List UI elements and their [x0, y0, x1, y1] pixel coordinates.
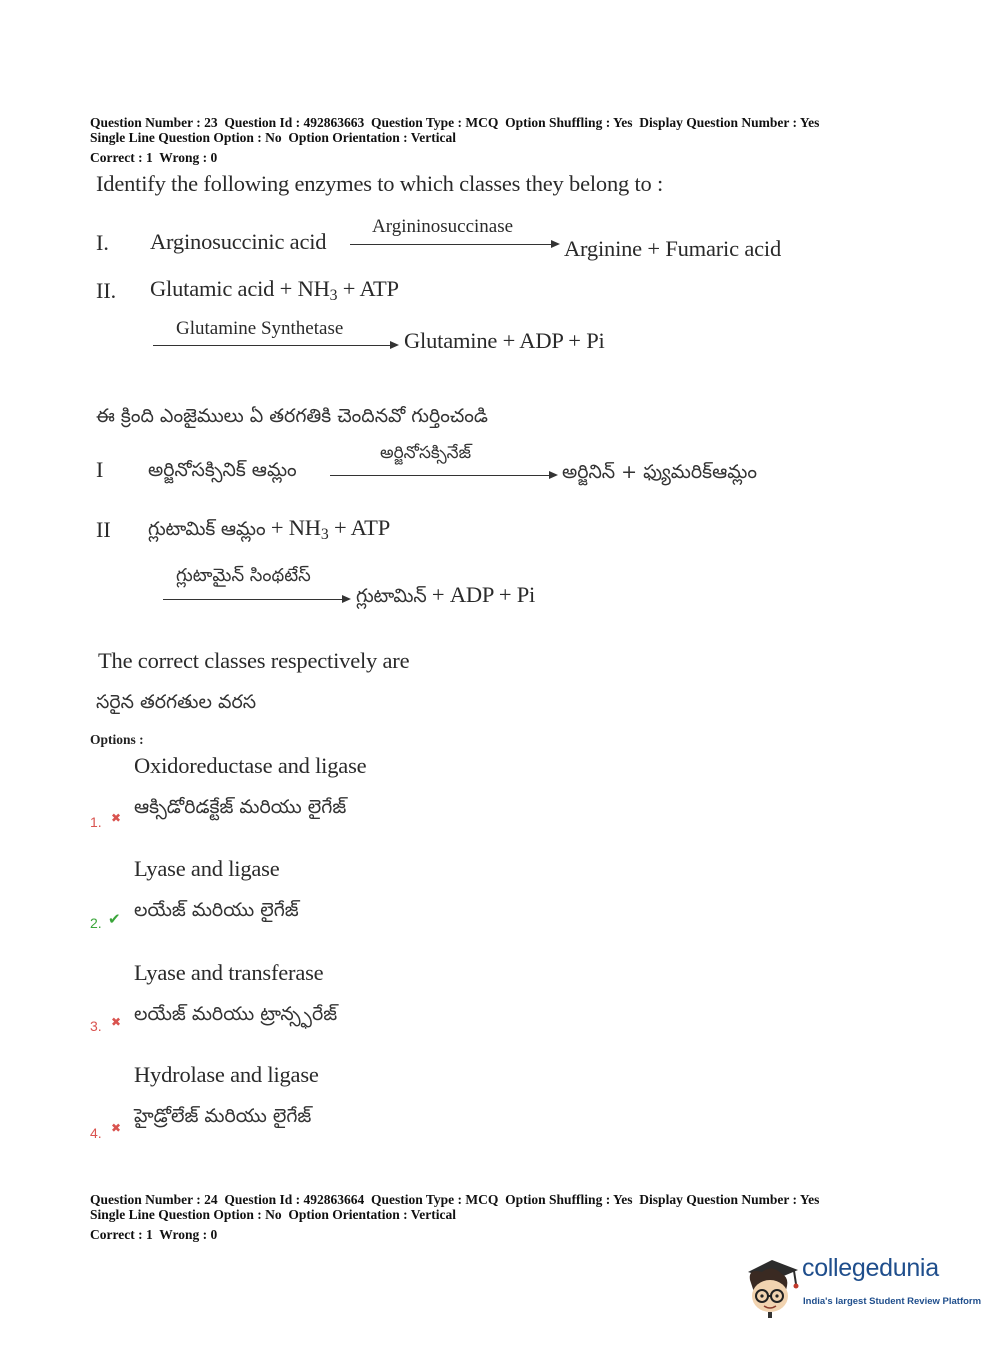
te-reaction-II-reactants: గ్లుటామిక్ ఆమ్లం + $NH_3$ + ATP — [148, 515, 391, 543]
q24-meta-line2: Single Line Question Option : No Option Orientation : Vertical — [90, 1207, 457, 1222]
reaction-II-enzyme: Glutamine Synthetase — [176, 318, 344, 339]
correct-check-icon: ✔ — [108, 910, 121, 928]
prompt-en: The correct classes respectively are — [98, 648, 410, 673]
mascot-icon — [742, 1250, 802, 1320]
wrong-icon: ✖ — [111, 811, 122, 825]
te-reaction-I-reactant: అర్జినోసక్సినిక్ ఆమ్లం — [148, 459, 297, 481]
option-4-text-te: హైడ్రోలేజ్ మరియు లైగేజ్ — [134, 1105, 312, 1127]
q24-meta-line1: Question Number : 24 Question Id : 492863664 Question Type : MCQ Option Shuffling : Yes Display Question Number : Yes — [90, 1192, 820, 1207]
reaction-II-products: Glutamine + ADP + Pi — [404, 328, 605, 353]
te-reaction-II-products: గ్లుటామిన్ + ADP + Pi — [356, 582, 536, 607]
option-3-number: 3. — [90, 1018, 102, 1034]
reaction-I-reactant: Arginosuccinic acid — [150, 229, 327, 254]
option-1-text-en: Oxidoreductase and ligase — [134, 753, 367, 778]
logo-wordmark: collegedunia — [802, 1254, 939, 1282]
te-reaction-I-number: I — [96, 457, 104, 482]
reaction-I-number: I. — [96, 230, 109, 255]
option-4-number: 4. — [90, 1125, 102, 1141]
reaction-II-arrow — [153, 345, 397, 346]
te-reaction-I-products: అర్జినిన్ + ఫ్యుమరిక్ఆమ్లం — [562, 461, 757, 483]
te-reaction-II-arrow — [163, 599, 349, 600]
option-2-text-en: Lyase and ligase — [134, 856, 280, 881]
option-1-text-te: ఆక్సిడోరిడక్టేజ్ మరియు లైగేజ్ — [134, 796, 347, 818]
te-reaction-II-number: II — [96, 517, 111, 542]
q23-marks: Correct : 1 Wrong : 0 — [90, 150, 218, 165]
wrong-icon: ✖ — [111, 1015, 122, 1029]
prompt-te: సరైన తరగతుల వరస — [96, 691, 257, 713]
reaction-II-number: II. — [96, 278, 117, 303]
question-stem-te: ఈ క్రింది ఎంజైములు ఏ తరగతికి చెందినవో గుర్తించండి — [96, 405, 488, 427]
reaction-I-products: Arginine + Fumaric acid — [564, 236, 781, 261]
options-label: Options : — [90, 732, 144, 747]
reaction-I-arrow — [350, 244, 558, 245]
logo-tagline: India's largest Student Review Platform — [803, 1296, 982, 1307]
te-reaction-I-enzyme: అర్జినోసక్సినేజ్ — [380, 443, 472, 463]
reaction-I-enzyme: Argininosuccinase — [372, 216, 514, 237]
q24-marks: Correct : 1 Wrong : 0 — [90, 1227, 218, 1242]
option-2-number: 2. — [90, 915, 102, 931]
option-4-text-en: Hydrolase and ligase — [134, 1062, 319, 1087]
question-stem-en: Identify the following enzymes to which classes they belong to : — [96, 171, 664, 196]
option-3-text-en: Lyase and transferase — [134, 960, 324, 985]
q23-meta-line2: Single Line Question Option : No Option Orientation : Vertical — [90, 130, 457, 145]
te-reaction-II-enzyme: గ్లుటామైన్ సింథటేస్ — [176, 565, 311, 586]
reaction-II-reactants: Glutamic acid + $NH_3$ + ATP — [150, 276, 399, 304]
q23-meta-line1: Question Number : 23 Question Id : 492863663 Question Type : MCQ Option Shuffling : Yes Display Question Number : Yes — [90, 115, 820, 130]
collegedunia-logo — [742, 1250, 982, 1322]
te-reaction-I-arrow — [330, 475, 556, 476]
option-2-text-te: లయేజ్ మరియు లైగేజ్ — [134, 899, 299, 921]
option-3-text-te: లయేజ్ మరియు ట్రాన్స్ఫరేజ్ — [134, 1003, 338, 1025]
option-1-number: 1. — [90, 814, 102, 830]
wrong-icon: ✖ — [111, 1121, 122, 1135]
